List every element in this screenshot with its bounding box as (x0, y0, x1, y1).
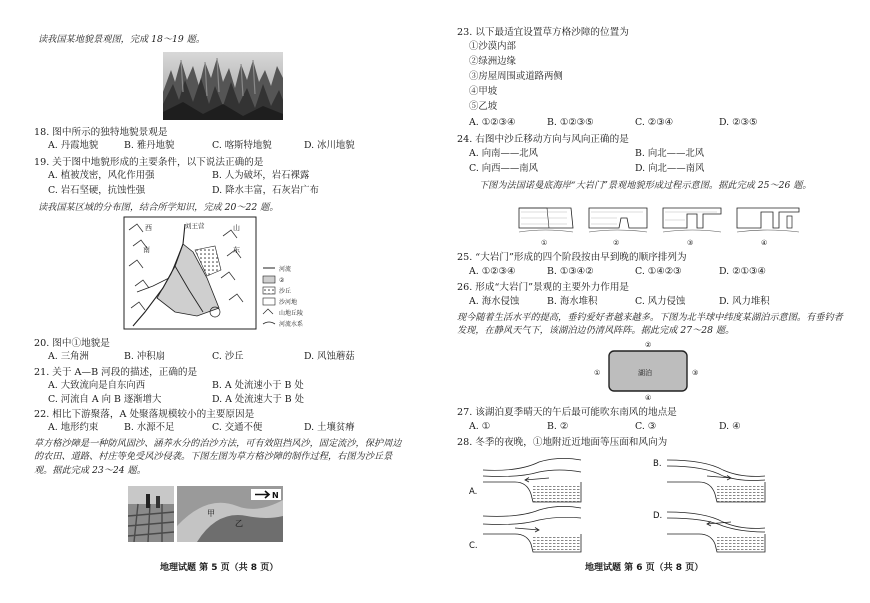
q28-diagram-b[interactable] (653, 459, 765, 502)
q25-option-c[interactable]: C. ①④②③ (635, 266, 682, 277)
lake-point-2: ② (645, 341, 652, 349)
right-footer: 地理试题 第 6 页（共 8 页） (585, 563, 704, 573)
stage-label-3: ③ (687, 239, 694, 247)
q23-item-1: ①沙漠内部 (469, 41, 516, 52)
intro-18-19: 读我国某地貌景观图，完成 18～19 题。 (38, 34, 206, 45)
lake-point-1: ① (594, 369, 601, 377)
straw-checkerboard-photo (128, 486, 174, 542)
label-yi: 乙 (235, 519, 243, 528)
q19-option-c[interactable]: C. 岩石坚硬，抗蚀性强 (48, 185, 146, 196)
q25-option-d[interactable]: D. ②①③④ (719, 266, 766, 277)
legend-river: 河流 (279, 266, 292, 273)
q26-option-c[interactable]: C. 风力侵蚀 (635, 296, 686, 307)
q28-option-a[interactable]: A. (469, 487, 478, 497)
stage-2 (589, 208, 647, 247)
q23-item-4: ④甲坡 (469, 86, 498, 97)
q23-option-d[interactable]: D. ②③⑤ (719, 117, 758, 128)
stage-label-1: ① (541, 239, 548, 247)
label-jia: 甲 (207, 509, 215, 518)
q22-option-b[interactable]: B. 水源不足 (124, 422, 175, 433)
legend-dune: 沙丘 (279, 288, 292, 295)
left-footer: 地理试题 第 5 页（共 8 页） (160, 563, 279, 573)
map-legend (263, 265, 303, 328)
q27-option-b[interactable]: B. ② (547, 421, 569, 432)
q28-option-d[interactable]: D. (653, 511, 663, 521)
q22-option-c[interactable]: C. 交通不便 (212, 422, 263, 433)
q24-option-d[interactable]: D. 向北——南风 (635, 163, 705, 174)
lake-diagram (591, 339, 707, 401)
q20-stem: 20. 图中①地貌是 (34, 338, 110, 349)
q24-option-b[interactable]: B. 向北——北风 (635, 148, 705, 159)
q21-option-b[interactable]: B. A 处流速小于 B 处 (212, 380, 304, 391)
q24-option-a[interactable]: A. 向南——北风 (469, 148, 538, 159)
stage-3 (663, 208, 721, 247)
q24-option-c[interactable]: C. 向西——南风 (469, 163, 539, 174)
label-north: N (272, 491, 279, 500)
q23-option-c[interactable]: C. ②③④ (635, 117, 674, 128)
legend-sand: 沙河地 (279, 299, 298, 306)
q21-option-d[interactable]: D. A 处流速大于 B 处 (212, 394, 304, 405)
q28-option-c[interactable]: C. (469, 541, 478, 551)
stage-label-4: ④ (761, 239, 768, 247)
q23-item-3: ③房屋周围或道路两侧 (469, 71, 563, 82)
intro-20-22: 读我国某区域的分布图，结合所学知识，完成 20～22 题。 (38, 202, 279, 213)
q19-option-a[interactable]: A. 植被茂密，风化作用强 (48, 170, 155, 181)
q26-option-b[interactable]: B. 海水堆积 (547, 296, 598, 307)
q22-stem: 22. 相比下游聚落，A 处聚落规模较小的主要原因是 (34, 409, 255, 420)
q19-option-d[interactable]: D. 降水丰富，石灰岩广布 (212, 185, 319, 196)
stage-4 (737, 208, 799, 247)
lake-name: 湖泊 (638, 369, 652, 377)
q26-stem: 26. 形成“大岩门”景观的主要外力作用是 (457, 282, 630, 293)
q23-stem: 23. 以下最适宜设置草方格沙障的位置为 (457, 27, 629, 38)
q20-option-d[interactable]: D. 风蚀蘑菇 (304, 351, 355, 362)
q18-option-d[interactable]: D. 冰川地貌 (304, 140, 355, 151)
karst-landscape-photo (163, 52, 283, 120)
q23-item-5: ⑤乙坡 (469, 101, 498, 112)
q22-option-a[interactable]: A. 地形约束 (48, 422, 99, 433)
q28-diagram-a[interactable] (469, 458, 581, 502)
legend-hill: 山地丘陵 (279, 310, 304, 317)
q18-option-b[interactable]: B. 雅丹地貌 (124, 140, 175, 151)
para-27-28: 现今随着生活水平的提高，垂钓爱好者越来越多。下图为北半球中纬度某湖泊示意图。有垂钓者发现，在静风天气下，该湖泊边仍清风阵阵。据此完成 27～28 题。 (457, 312, 843, 337)
q27-option-d[interactable]: D. ④ (719, 421, 741, 432)
lake-point-4: ④ (645, 394, 652, 401)
arch-formation-stages (517, 198, 803, 248)
q18-option-c[interactable]: C. 喀斯特地貌 (212, 140, 272, 151)
region-map (123, 216, 333, 330)
q28-stem: 28. 冬季的夜晚，①地附近近地面等压面和风向为 (457, 437, 668, 448)
right-page (435, 0, 870, 603)
q20-option-c[interactable]: C. 沙丘 (212, 351, 244, 362)
q20-option-b[interactable]: B. 冲积扇 (124, 351, 165, 362)
q18-stem: 18. 图中所示的独特地貌景观是 (34, 127, 168, 138)
q21-option-c[interactable]: C. 河流自 A 向 B 逐渐增大 (48, 394, 162, 405)
q28-option-b[interactable]: B. (653, 459, 662, 469)
dune-photo (177, 486, 283, 542)
q28-diagram-d[interactable] (653, 511, 765, 552)
q25-option-b[interactable]: B. ①③④② (547, 266, 594, 277)
q27-option-c[interactable]: C. ③ (635, 421, 657, 432)
q22-option-d[interactable]: D. 土壤贫瘠 (304, 422, 355, 433)
q23-option-b[interactable]: B. ①②③⑤ (547, 117, 594, 128)
map-label-mountain: 山 (233, 224, 240, 232)
q24-stem: 24. 右图中沙丘移动方向与风向正确的是 (457, 134, 629, 145)
map-label-west: 西 (145, 224, 152, 232)
q25-stem: 25. “大岩门”形成的四个阶段按由早到晚的顺序排列为 (457, 252, 687, 263)
legend-fan: ② (279, 277, 285, 284)
q26-option-a[interactable]: A. 海水侵蚀 (469, 296, 520, 307)
stage-1 (519, 208, 573, 247)
q27-option-a[interactable]: A. ① (469, 421, 491, 432)
q18-option-a[interactable]: A. 丹霞地貌 (48, 140, 99, 151)
q21-option-a[interactable]: A. 大致流向是自东向西 (48, 380, 146, 391)
q19-stem: 19. 关于图中地貌形成的主要条件，以下说法正确的是 (34, 157, 264, 168)
lake-point-3: ③ (692, 369, 699, 377)
intro-25-26: 下图为法国诺曼底海岸“大岩门”景观地貌形成过程示意图。据此完成 25～26 题。 (479, 180, 812, 191)
q25-option-a[interactable]: A. ①②③④ (469, 266, 516, 277)
stage-label-2: ② (613, 239, 620, 247)
para-23-24: 草方格沙障是一种防风固沙、涵养水分的治沙方法，可有效阻挡风沙，固定流沙，保护周边的农田、道路、村庄等免受风沙侵袭。下图左图为草方格沙障的制作过程，右图为沙丘景观。据此完成 23～24 题。 (34, 438, 402, 476)
q19-option-b[interactable]: B. 人为破坏，岩石裸露 (212, 170, 310, 181)
q21-stem: 21. 关于 A—B 河段的描述，正确的是 (34, 367, 198, 378)
q23-item-2: ②绿洲边缘 (469, 56, 516, 67)
map-label-river: 刘王营 (185, 222, 205, 230)
q20-option-a[interactable]: A. 三角洲 (48, 351, 89, 362)
legend-water: 河流水系 (279, 321, 304, 328)
map-label-east: 东 (233, 246, 240, 254)
q28-diagram-c[interactable] (469, 506, 581, 552)
map-label-south: 南 (143, 246, 150, 254)
q28-options-diagrams (469, 452, 839, 556)
q23-option-a[interactable]: A. ①②③④ (469, 117, 516, 128)
q26-option-d[interactable]: D. 风力堆积 (719, 296, 770, 307)
q27-stem: 27. 该湖泊夏季晴天的午后最可能吹东南风的地点是 (457, 407, 677, 418)
